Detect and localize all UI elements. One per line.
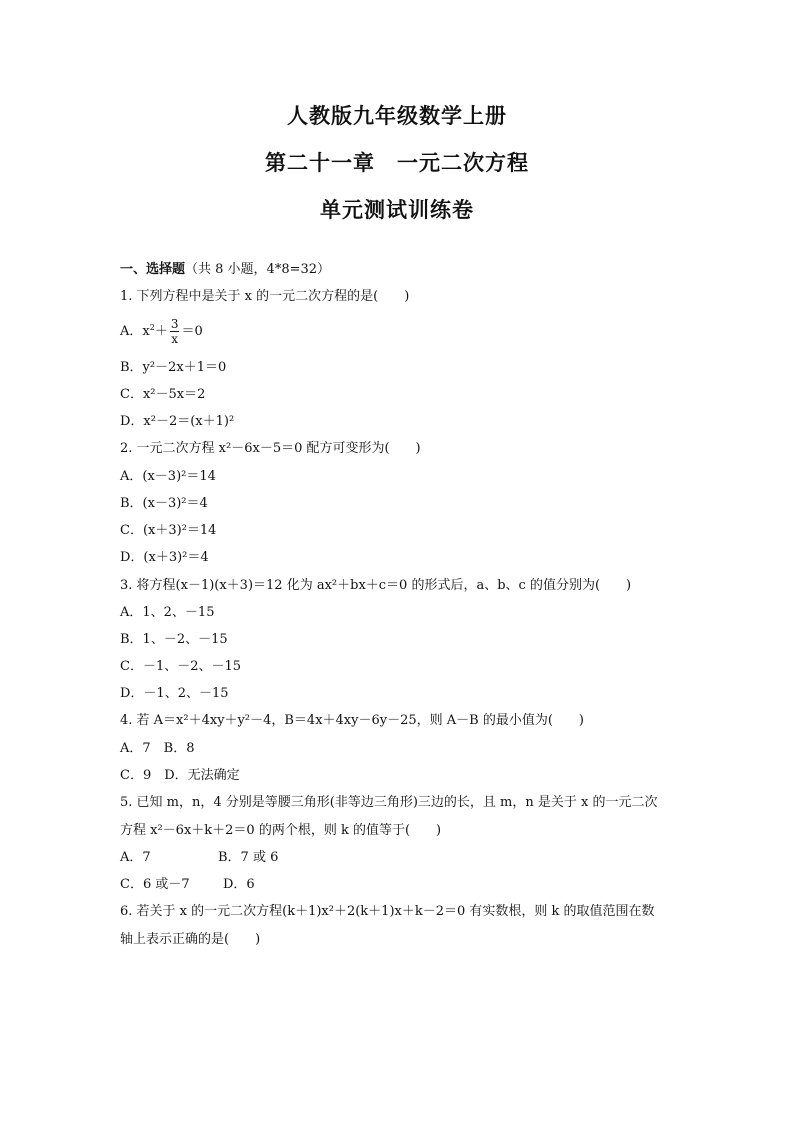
option-a-label: A． bbox=[120, 324, 143, 339]
question-3-option-b: B．1、－2、－15 bbox=[120, 632, 228, 647]
question-4-options-cd: C．9 D．无法确定 bbox=[120, 768, 240, 783]
question-6-stem-line-1: 6. 若关于 x 的一元二次方程(k＋1)x²＋2(k＋1)x＋k－2＝0 有实数根，则 k 的取值范围在数 bbox=[120, 904, 655, 919]
question-2-option-d: D．(x＋3)²＝4 bbox=[120, 550, 209, 565]
question-5-option-c: C．6 或－7 bbox=[120, 877, 190, 892]
question-1-option-c: C．x²－5x＝2 bbox=[120, 387, 206, 402]
question-3-option-c: C．－1、－2、－15 bbox=[120, 659, 242, 674]
question-2-option-c: C．(x＋3)²＝14 bbox=[120, 523, 217, 538]
section-heading bbox=[120, 262, 330, 278]
question-1-stem: 1. 下列方程中是关于 x 的一元二次方程的是( ) bbox=[120, 289, 410, 304]
option-a-x: x bbox=[142, 324, 150, 339]
document-title: 人教版九年级数学上册 bbox=[287, 103, 507, 128]
question-1-option-b: B．y²－2x＋1＝0 bbox=[120, 360, 227, 375]
question-4-stem: 4. 若 A＝x²＋4xy＋y²－4，B＝4x＋4xy－6y－25，则 A－B 的最小值为( ) bbox=[120, 713, 584, 728]
section-note: （共 8 小题，4*8=32） bbox=[185, 262, 331, 277]
question-6-stem-line-2: 轴上表示正确的是( ) bbox=[120, 932, 261, 947]
option-a-exponent: 2 bbox=[149, 323, 155, 332]
question-3-option-a: A．1、2、－15 bbox=[120, 605, 215, 620]
question-5-option-d: D．6 bbox=[223, 877, 255, 892]
question-5-option-a: A．7 bbox=[120, 850, 151, 865]
question-2-option-b: B．(x－3)²＝4 bbox=[120, 496, 208, 511]
option-a-fraction bbox=[170, 317, 180, 346]
question-2-option-a: A．(x－3)²＝14 bbox=[120, 469, 216, 484]
fraction-numerator: 3 bbox=[170, 317, 179, 331]
question-5-stem-line-1: 5. 已知 m，n，4 分别是等腰三角形(非等边三角形)三边的长，且 m，n 是关于 x 的一元二次 bbox=[120, 795, 658, 810]
option-a-equals: ＝0 bbox=[181, 324, 203, 339]
question-4-options-ab: A．7 B．8 bbox=[120, 741, 195, 756]
chapter-title: 第二十一章 一元二次方程 bbox=[265, 150, 529, 175]
section-title: 一、选择题 bbox=[120, 262, 186, 277]
option-a-plus: ＋ bbox=[154, 324, 168, 339]
question-3-option-d: D．－1、2、－15 bbox=[120, 686, 229, 701]
question-1-option-d: D．x²－2＝(x＋1)² bbox=[120, 414, 235, 429]
test-title: 单元测试训练卷 bbox=[320, 197, 474, 222]
question-3-stem: 3. 将方程(x－1)(x＋3)＝12 化为 ax²＋bx＋c＝0 的形式后，a、b、c 的值分别为( ) bbox=[120, 578, 632, 593]
question-1-option-a bbox=[120, 315, 203, 349]
question-5-option-b: B．7 或 6 bbox=[218, 850, 279, 865]
fraction-denominator: x bbox=[171, 332, 179, 346]
question-2-stem: 2. 一元二次方程 x²－6x－5＝0 配方可变形为( ) bbox=[120, 441, 421, 456]
question-5-stem-line-2: 方程 x²－6x＋k＋2＝0 的两个根，则 k 的值等于( ) bbox=[120, 823, 442, 838]
